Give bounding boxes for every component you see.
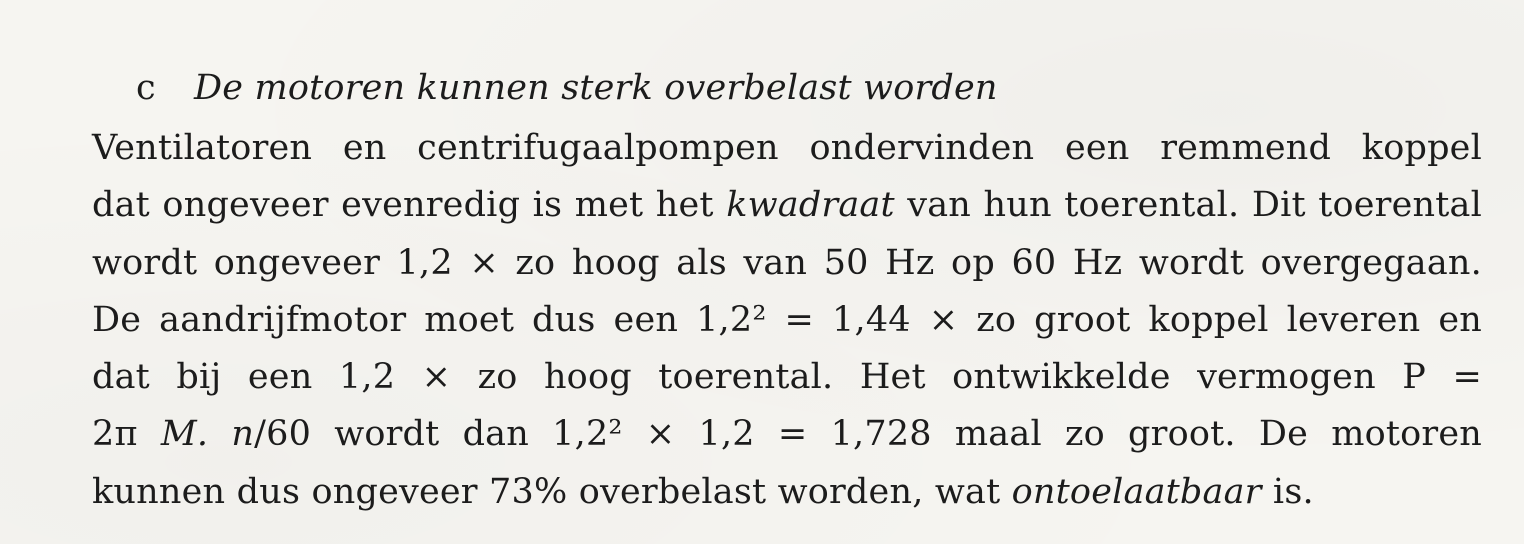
symbol-m: M. xyxy=(160,414,209,455)
line-7-after: is. xyxy=(1261,471,1314,512)
paragraph-line-7 xyxy=(92,464,1482,521)
line-6-after: /60 wordt dan 1,2² × 1,2 = 1,728 maal zo groot. De motoren xyxy=(254,414,1482,455)
section-title: De motoren kunnen sterk overbelast worden xyxy=(194,68,998,108)
symbol-n: n xyxy=(208,414,255,455)
paragraph-line-4 xyxy=(92,292,1482,349)
line-1-text: Ventilatoren en centrifugaalpompen ondervinden een remmend koppel xyxy=(92,128,1482,168)
line-4-text: De aandrijfmotor moet dus een 1,2² = 1,44 × zo groot koppel leveren en xyxy=(92,299,1482,340)
section-heading xyxy=(136,62,1482,120)
paragraph-line-2 xyxy=(92,177,1482,234)
emphasis-ontoelaatbaar: ontoelaatbaar xyxy=(1011,471,1262,512)
paragraph-line-6 xyxy=(92,406,1482,463)
line-3-text: wordt ongeveer 1,2 × zo hoog als van 50 Hz op 60 Hz wordt overgegaan. xyxy=(92,242,1482,283)
text-block xyxy=(92,62,1482,521)
line-7-before: kunnen dus ongeveer 73% overbelast worden, wat xyxy=(92,471,1012,512)
line-2-after: van hun toerental. Dit toerental xyxy=(894,185,1482,226)
paragraph-line-5 xyxy=(92,349,1482,406)
line-6-before: 2π xyxy=(92,414,161,455)
emphasis-kwadraat: kwadraat xyxy=(726,185,895,226)
paragraph-line-1 xyxy=(92,120,1482,177)
line-5-text: dat bij een 1,2 × zo hoog toerental. Het ontwikkelde vermogen P = xyxy=(92,357,1482,398)
paragraph-line-3 xyxy=(92,235,1482,292)
section-letter: c xyxy=(136,68,156,108)
line-2-before: dat ongeveer evenredig is met het xyxy=(92,185,727,226)
